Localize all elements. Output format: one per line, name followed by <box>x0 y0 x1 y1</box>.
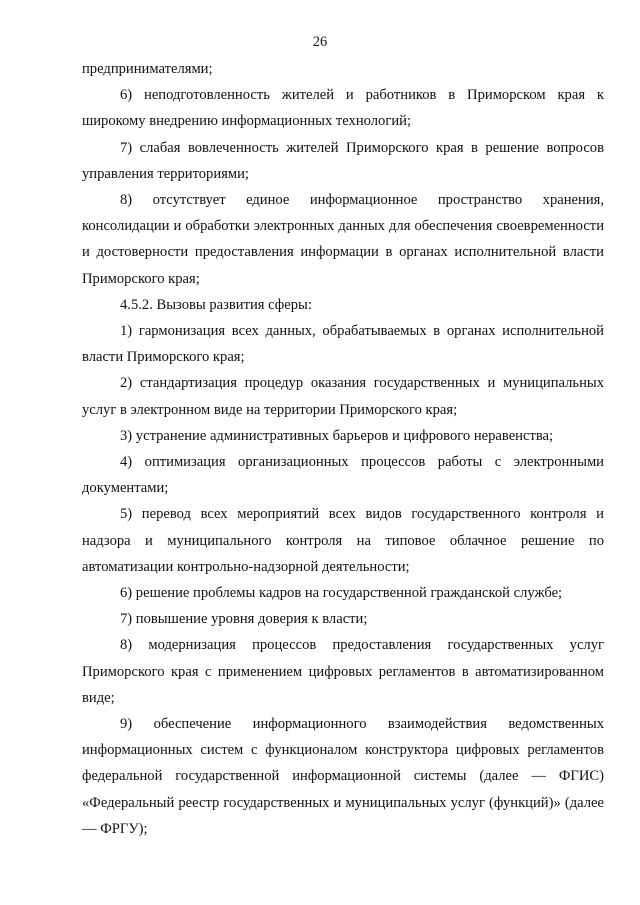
section-heading-4-5-2: 4.5.2. Вызовы развития сферы: <box>120 296 312 313</box>
paragraph-item-8-information-space: 8) отсутствует единое информационное пространство хранения, консолидации и обработки электронных данных для обеспечения своевременности и достоверности предоставления информации в органах исполнительной власти Приморского края; <box>82 192 604 287</box>
paragraph-item-6-unpreparedness: 6) неподготовленность жителей и работников в Приморском края к широкому внедрению информационных технологий; <box>82 87 604 130</box>
paragraph-continuation: предпринимателями; <box>82 61 213 77</box>
challenge-item-9: 9) обеспечение информационного взаимодействия ведомственных информационных систем с функционалом конструктора цифровых регламентов федеральной государственной информационной системы (далее — ФГИС) «Федеральный реестр государственных и муниципальных услуг (функций)» (далее — ФРГУ); <box>82 716 604 837</box>
document-body <box>82 56 604 842</box>
challenge-item-7: 7) повышение уровня доверия к власти; <box>120 611 368 628</box>
challenge-item-1: 1) гармонизация всех данных, обрабатываемых в органах исполнительной власти Приморского края; <box>82 323 604 366</box>
challenge-item-3: 3) устранение административных барьеров и цифрового неравенства; <box>120 427 554 444</box>
challenge-item-5: 5) перевод всех мероприятий всех видов государственного контроля и надзора и муниципального контроля на типовое облачное решение по автоматизации контрольно-надзорной деятельности; <box>82 506 604 575</box>
challenge-item-2: 2) стандартизация процедур оказания государственных и муниципальных услуг в электронном виде на территории Приморского края; <box>82 375 604 418</box>
paragraph-item-7-weak-involvement: 7) слабая вовлеченность жителей Приморского края в решение вопросов управления территориями; <box>82 139 604 182</box>
page-number: 26 <box>312 34 328 50</box>
challenge-item-8: 8) модернизация процессов предоставления государственных услуг Приморского края с применением цифровых регламентов в автоматизированном виде; <box>82 637 604 706</box>
challenge-item-4: 4) оптимизация организационных процессов работы с электронными документами; <box>82 454 604 497</box>
challenge-item-6: 6) решение проблемы кадров на государственной гражданской службе; <box>120 585 563 602</box>
